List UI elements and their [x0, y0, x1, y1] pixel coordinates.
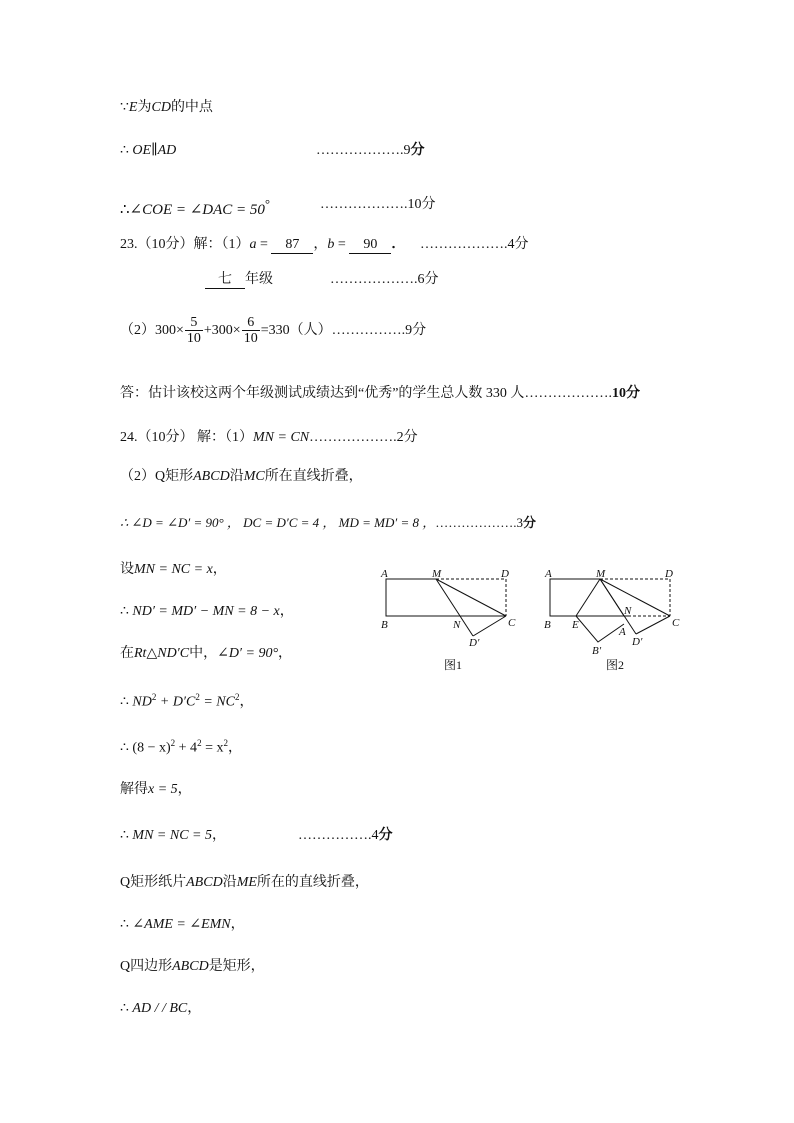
q23-part1: 23.（10分）解：（1）a = 87 ，b = 90 ． — [120, 237, 406, 252]
label-d: D — [665, 568, 673, 580]
q24-equalities: ∴ ∠D = ∠D′ = 90° ， DC = D′C = 4 ， MD = MD′ = 8 ，……………….3分 — [120, 515, 537, 530]
segment-d-prime-c — [473, 616, 506, 636]
fold-line-me — [576, 579, 600, 616]
q24-solve: 解得x = 5， — [120, 782, 192, 797]
label-n: N — [624, 605, 632, 617]
figure-1-caption: 图1 — [444, 658, 463, 672]
label-d-prime: D′ — [469, 637, 480, 649]
label-n: N — [453, 619, 461, 631]
q24-let-x: 设MN = NC = x， — [120, 562, 227, 577]
answer-a: 87 — [271, 237, 313, 254]
q24-part1: 24.（10分） 解：（1）MN = CN……………….2分 — [120, 430, 418, 445]
q24-mn-nc: ∴ MN = NC = 5， — [120, 828, 226, 843]
label-d: D — [501, 568, 509, 580]
label-d-prime: D′ — [632, 636, 643, 648]
score-marker: …………….4分 — [298, 828, 393, 843]
label-a-prime: A — [619, 626, 626, 638]
label-e: E — [572, 619, 579, 631]
q24-equation: ∴ $(8 - x)^2 + 4^2 = x^2$， — [120, 738, 242, 756]
fold-line-mc — [436, 579, 506, 616]
label-b-prime: B′ — [592, 645, 602, 657]
score-marker: ……………….6分 — [330, 272, 439, 287]
label-c: C — [672, 617, 680, 629]
q24-pythagoras: ∴ $ND^2 + D'C^2 = NC^2$， — [120, 692, 254, 710]
because-symbol: ∵ — [120, 100, 129, 115]
fraction-6-10: $\frac{6}{10}$ — [243, 315, 258, 347]
segment-d-prime-c — [636, 616, 670, 634]
line-angle-coe: ∴∠COE = ∠DAC = 50° — [120, 197, 270, 218]
answer-grade: 七 — [205, 272, 245, 289]
q24-part2-fold: （2）Q矩形ABCD沿MC所在直线折叠， — [120, 469, 363, 484]
question-number: 23. — [120, 237, 138, 252]
score-marker: ……………….10分 — [320, 197, 436, 212]
fold-line-mc — [600, 579, 670, 616]
label-a: A — [381, 568, 388, 580]
q24-quadrilateral: Q四边形ABCD是矩形， — [120, 959, 265, 974]
label-m: M — [432, 568, 442, 580]
label-b: B — [381, 619, 388, 631]
folded-triangle — [576, 616, 624, 642]
line-e-midpoint: ∵E为CD的中点 — [120, 100, 213, 115]
q24-angle-ame: ∴ ∠AME = ∠EMN， — [120, 917, 245, 932]
q24-ad-parallel-bc: ∴ AD / / BC， — [120, 1001, 202, 1016]
score-marker: ……………….9分 — [316, 143, 425, 158]
score-marker: ……………….4分 — [420, 237, 529, 252]
therefore-symbol: ∴ — [120, 143, 129, 158]
rectangle-edges — [386, 579, 448, 616]
q23-answer: 答：估计该校这两个年级测试成绩达到“优秀”的学生总人数 330 人……………….10分 — [120, 386, 640, 401]
label-m: M — [596, 568, 606, 580]
q24-fold-me: Q矩形纸片ABCD沿ME所在的直线折叠， — [120, 875, 369, 890]
q24-nd-prime: ∴ ND′ = MD′ − MN = 8 − x， — [120, 604, 294, 619]
q23-grade-answer: 七 年级 — [205, 271, 273, 289]
q23-part2-calc: （2）300× $\frac{5}{10}$ +300× $\frac{6}{10}$ =330（人）…………….9分 — [120, 315, 427, 347]
fraction-5-10: $\frac{5}{10}$ — [186, 315, 201, 347]
figure-1-diagram — [376, 566, 526, 651]
answer-b: 90 — [349, 237, 391, 254]
figure-2-caption: 图2 — [606, 658, 625, 672]
label-c: C — [508, 617, 516, 629]
line-oe-parallel-ad: ∴ OE∥AD — [120, 143, 177, 158]
rectangle-edges — [550, 579, 600, 616]
label-a: A — [545, 568, 552, 580]
q24-right-triangle: 在Rt△ND′C中，∠D′ = 90°， — [120, 646, 293, 661]
label-b: B — [544, 619, 551, 631]
figure-2-diagram — [540, 566, 690, 658]
